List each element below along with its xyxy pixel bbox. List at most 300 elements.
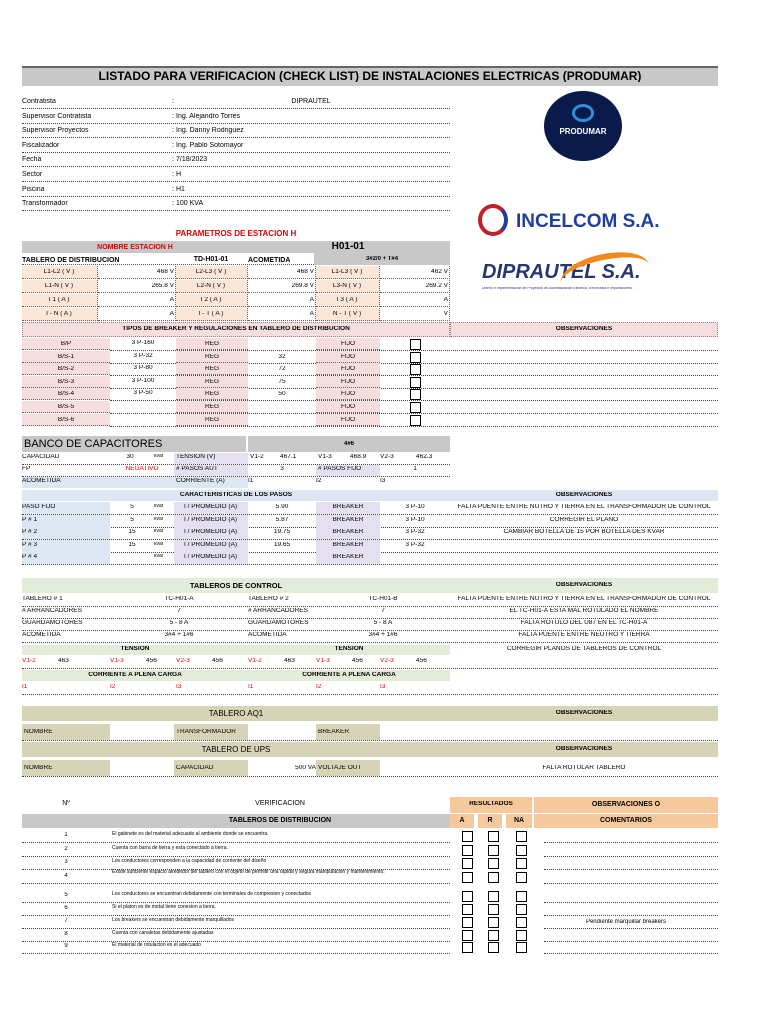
verif-number: 7	[64, 918, 68, 924]
verif-subtitle: TABLEROS DE DISTRIBUCION	[228, 817, 332, 824]
verif-item: Existe suficiente espacio alrededor del tablero con el objeto de permitir una rapida y segura manipulacion y mantenimiento.	[112, 869, 385, 875]
ups-voltaje-label: VOLTAJE OUT	[318, 765, 362, 771]
step-breaker-value: 3 P-10	[405, 504, 425, 510]
checkbox-r-icon[interactable]	[488, 891, 499, 902]
station-value: 462 V	[431, 269, 448, 275]
breaker-type: 3 P-100	[131, 377, 155, 384]
ups-obs-header: OBSERVACIONES	[555, 746, 613, 752]
info-colon: :	[172, 112, 174, 120]
row-line	[22, 928, 450, 929]
current-phase: I2	[316, 684, 322, 690]
checkbox-na-icon[interactable]	[516, 891, 527, 902]
board-label: TABLERO DE DISTRIBUCION	[22, 257, 120, 264]
control-value-2: 7	[381, 608, 385, 614]
checkbox-na-icon[interactable]	[516, 930, 527, 941]
current-phase: I3	[380, 684, 386, 690]
ups-title: TABLERO DE UPS	[201, 746, 271, 754]
breaker-name: B/S-6	[57, 416, 75, 423]
checkbox-r-icon[interactable]	[488, 858, 499, 869]
verif-number: 1	[64, 832, 68, 838]
step-breaker-label: BREAKER	[332, 516, 364, 523]
checkbox-na-icon[interactable]	[516, 845, 527, 856]
page-title: LISTADO PARA VERIFICACION (CHECK LIST) DE INSTALACIONES ELECTRICAS (PRODUMAR)	[98, 70, 642, 82]
a-header: A	[459, 817, 465, 824]
breaker-fijo-label: FIJO	[340, 366, 356, 373]
comment-line	[544, 842, 718, 843]
step-breaker-label: BREAKER	[332, 554, 364, 561]
breaker-type: 3 P-50	[133, 390, 153, 397]
kvar-unit: kvar	[154, 454, 164, 459]
control-value: 3#4 + 1#6	[164, 632, 194, 638]
produmar-logo-text: PRODUMAR	[559, 128, 607, 136]
step-prom-value: 5.90	[275, 504, 289, 510]
breaker-reg-label: REG	[204, 404, 220, 410]
verif-item: Los breakers se encuentran debidamente marquillados	[112, 917, 235, 923]
station-label: L1-N ( V )	[44, 283, 74, 289]
aq1-breaker-label: BREAKER	[318, 729, 350, 735]
step-name: P # 2	[22, 529, 38, 536]
control-label: ACOMETIDA	[22, 632, 61, 638]
verif-number: 2	[64, 846, 68, 852]
checkbox-a-icon[interactable]	[462, 831, 473, 842]
row-line	[22, 606, 718, 607]
verif-number: 6	[64, 905, 68, 911]
checkbox-icon[interactable]	[410, 415, 421, 426]
breaker-fijo-label: FIJO	[340, 416, 356, 423]
station-value: A	[309, 311, 314, 317]
control-value: 5 - 8 A	[169, 620, 189, 626]
pasos-aut-value: 3	[280, 466, 284, 472]
breaker-reg-label: REG	[204, 391, 220, 398]
ups-capacidad-value: 500 VA	[295, 765, 316, 771]
breaker-name: B/S-1	[57, 353, 75, 360]
current-phase: I1	[22, 684, 28, 690]
info-value: H1	[176, 185, 185, 193]
checkbox-a-icon[interactable]	[462, 891, 473, 902]
control-label: GUARDAMOTORES	[22, 620, 83, 626]
fp-label: FP	[22, 466, 31, 472]
checkbox-r-icon[interactable]	[488, 831, 499, 842]
comment-line	[544, 915, 718, 916]
capacidad-value: 30	[126, 454, 134, 460]
r-header: R	[487, 817, 493, 824]
step-breaker-label: BREAKER	[332, 504, 364, 510]
info-colon: :	[172, 200, 174, 208]
breaker-fijo-label: FIJO	[340, 391, 356, 398]
station-label: L2-L3 ( V )	[195, 269, 227, 275]
pasos-fijo-label: # PASOS FIJO	[318, 466, 362, 472]
step-breaker-label: BREAKER	[332, 541, 364, 548]
info-label: Contratista	[22, 98, 56, 105]
board-value: TD-H01-01	[193, 256, 229, 263]
info-value: Ing. Pablo Sotomayor	[176, 141, 244, 149]
pasos-fijo-value: 1	[413, 466, 417, 472]
control-label: TABLERO # 1	[22, 596, 63, 602]
acometida-label: ACOMETIDA	[248, 257, 291, 264]
verif-item: El gabinete es del material adecuado al ambiente donde se encuentra.	[112, 831, 269, 837]
step-breaker-value: 3 P-32	[405, 541, 425, 548]
checkbox-a-icon[interactable]	[462, 917, 473, 928]
control-observation: EL TC-H01-A ESTA MAL ROTULADO EL NOMBRE	[509, 608, 659, 614]
breaker-type: 3 P-32	[133, 352, 153, 359]
comment-line	[544, 941, 718, 942]
control-observation: FALTA ROTULO DEL U87 EN EL TC-H01-A	[520, 620, 648, 626]
checkbox-na-icon[interactable]	[516, 942, 527, 953]
corriente-label-1: CORRIENTE A PLENA CARGA	[88, 672, 182, 678]
info-value: Ing. Alejandro Torres	[176, 112, 241, 120]
info-row-line	[22, 196, 450, 197]
station-name-label: NOMBRE ESTACION H	[97, 244, 173, 251]
v13-value: 468.9	[350, 454, 367, 460]
step-prom-value: 19.65	[273, 541, 291, 548]
capacitor-title: BANCO DE CAPACITORES	[24, 439, 163, 450]
tension-label: TENSION (V)	[176, 454, 216, 460]
info-label: Piscina	[22, 185, 45, 193]
breaker-name: B/S-3	[57, 378, 75, 385]
comment-line	[544, 902, 718, 903]
corriente-label: CORRIENTE (A)	[176, 478, 225, 484]
tension-value: 463	[284, 658, 295, 664]
comment-line	[544, 928, 718, 929]
verif-item: Si el platon es de metal tiene conexion a tierra.	[112, 904, 216, 910]
step-prom-value: 19.75	[273, 529, 291, 536]
aq1-obs-header: OBSERVACIONES	[555, 710, 613, 716]
breakers-title: TIPOS DE BREAKER Y REGULACIONES EN TABLERO DE DISTRIBUCION	[122, 326, 350, 332]
row-line	[22, 618, 718, 619]
verif-item: Cuenta con canaletas debidamente ajustadas	[112, 930, 214, 936]
checkbox-r-icon[interactable]	[488, 872, 499, 883]
info-colon: :	[172, 98, 174, 105]
step-prom-label: I / PROMEDIO (A)	[184, 529, 238, 536]
station-value: A	[169, 311, 174, 317]
station-label: I 1 ( A )	[48, 297, 70, 303]
row-line	[22, 842, 450, 843]
breaker-name: B/S-5	[57, 404, 75, 410]
step-kvar-value: 15	[128, 541, 136, 548]
station-section-title: PARAMETROS DE ESTACION H	[175, 230, 297, 238]
control-label-2: # ARRANCADORES	[248, 608, 308, 614]
resultados-header: RESULTADOS	[469, 801, 513, 807]
control-value: TC-H01-A	[164, 596, 194, 602]
step-kvar-value: 5	[130, 504, 134, 510]
step-kvar-unit: kvar	[154, 541, 164, 547]
row-line	[22, 564, 718, 565]
breaker-row-line	[110, 426, 718, 427]
station-value: 468 V	[157, 269, 174, 275]
info-label: Supervisor Proyectos	[22, 127, 89, 135]
control-obs-header: OBSERVACIONES	[555, 582, 613, 588]
comment-line	[544, 869, 718, 870]
station-value: 269.8 V	[291, 283, 314, 289]
diprautel-swoosh-icon	[557, 245, 653, 303]
info-value: Ing. Danny Rodriguez	[176, 127, 244, 135]
breaker-reg-value: 50	[278, 391, 286, 398]
row-line	[22, 883, 450, 884]
breaker-fijo-label: FIJO	[340, 378, 356, 385]
row-line	[22, 856, 450, 857]
info-label: Fecha	[22, 156, 42, 164]
breaker-name: B/S-4	[57, 391, 75, 398]
produmar-swirl-icon	[572, 104, 594, 122]
verif-number: 4	[64, 873, 68, 879]
checkbox-icon[interactable]	[410, 389, 421, 400]
incelcom-logo-icon	[478, 204, 508, 236]
step-observation: CAMBIAR BOTELLA DE 15 POR BOTELLA DES KVAR	[503, 529, 665, 536]
breaker-fijo-label: FIJO	[340, 353, 356, 360]
step-kvar-value: 5	[130, 516, 134, 523]
breaker-name: B/P	[60, 341, 72, 347]
checkbox-a-icon[interactable]	[462, 942, 473, 953]
step-name: P # 1	[22, 516, 38, 523]
verif-item: Cuenta con barra de tierra y esta conectado a tierra.	[112, 845, 228, 851]
i3-label: I3	[380, 478, 386, 484]
step-kvar-unit: kvar	[154, 516, 164, 522]
checkbox-r-icon[interactable]	[488, 917, 499, 928]
checkbox-r-icon[interactable]	[488, 904, 499, 915]
i1-label: I1	[248, 478, 254, 484]
comment-line	[544, 883, 718, 884]
row-line	[22, 915, 450, 916]
station-value: 265.8 V	[151, 283, 174, 289]
step-breaker-label: BREAKER	[332, 529, 364, 536]
row-line	[22, 642, 718, 643]
control-observation-extra: CORREGIR PLANOS DE TABLEROS DE CONTROL	[506, 646, 662, 652]
station-value: V	[443, 311, 448, 317]
station-label: L3-N ( V )	[332, 283, 362, 289]
info-colon: :	[172, 156, 174, 164]
fp-value: NEGATIVO	[125, 466, 159, 472]
control-title: TABLEROS DE CONTROL	[189, 582, 283, 590]
info-colon: :	[172, 127, 174, 135]
checkbox-r-icon[interactable]	[488, 930, 499, 941]
breaker-reg-value: 72	[278, 366, 286, 373]
station-label: L2-N ( V )	[196, 283, 226, 289]
step-kvar-unit: kvar	[154, 554, 164, 560]
checkbox-r-icon[interactable]	[488, 942, 499, 953]
verif-item: Los conductores corresponden a la capacidad de corriente del diseño	[112, 858, 267, 864]
tension-value: 456	[212, 658, 223, 664]
row-line	[22, 740, 718, 741]
breaker-name: B/S-2	[57, 366, 75, 373]
control-value-2: 3#4 + 1#6	[368, 632, 398, 638]
station-name-value: H01-01	[331, 242, 365, 252]
control-value: 7	[177, 608, 181, 614]
tension-phase: V1-2	[22, 658, 36, 664]
v12-value: 467.1	[280, 454, 297, 460]
station-value: 468 V	[297, 269, 314, 275]
capacitor-cable: 4#6	[343, 441, 354, 447]
tension-phase: V1-3	[110, 658, 124, 664]
v23-value: 462.3	[416, 454, 433, 460]
verif-title: VERIFICACION	[255, 800, 305, 807]
tension-value: 456	[146, 658, 157, 664]
tension-value: 456	[352, 658, 363, 664]
step-prom-label: I / PROMEDIO (A)	[184, 541, 238, 548]
checkbox-a-icon[interactable]	[462, 858, 473, 869]
current-phase: I2	[110, 684, 116, 690]
checkbox-na-icon[interactable]	[516, 858, 527, 869]
diprautel-subtitle: Diseño e Implementación de Proyectos de Automatización Eléctrica, Electrónica e Importaciones	[482, 287, 632, 290]
checkbox-a-icon[interactable]	[462, 904, 473, 915]
control-value-2: TC-H01-B	[368, 596, 398, 602]
breaker-reg-label: REG	[204, 366, 220, 373]
verif-number: 9	[64, 943, 68, 949]
checkbox-icon[interactable]	[410, 339, 421, 350]
verif-item: El material de rotulacion es el adecuado	[112, 942, 201, 948]
control-label-2: GUARDAMOTORES	[248, 620, 309, 626]
info-value: DIPRAUTEL	[291, 98, 331, 105]
ups-nombre-label: NOMBRE	[24, 765, 53, 771]
checkbox-r-icon[interactable]	[488, 845, 499, 856]
aq1-nombre-label: NOMBRE	[24, 729, 53, 735]
station-label: I 3 ( A )	[336, 297, 358, 303]
tension-value: 463	[58, 658, 69, 664]
checkbox-na-icon[interactable]	[516, 904, 527, 915]
v12-label: V1-2	[250, 454, 264, 460]
info-colon: :	[172, 185, 174, 193]
station-label: I - N ( A )	[46, 311, 72, 317]
info-colon: :	[172, 171, 174, 178]
breaker-reg-label: REG	[204, 378, 220, 385]
step-breaker-value: 3 P-32	[405, 529, 425, 536]
breaker-fijo-label: FIJO	[340, 341, 356, 347]
cap-acometida-label: ACOMETIDA	[22, 478, 61, 484]
tension-phase: V2-3	[380, 658, 394, 664]
tension-label-2: TENSION	[334, 646, 364, 652]
breaker-reg-label: REG	[204, 341, 220, 347]
v23-label: V2-3	[380, 454, 394, 460]
step-prom-label: I / PROMEDIO (A)	[184, 504, 238, 510]
checkbox-icon[interactable]	[410, 377, 421, 388]
station-value: A	[169, 297, 174, 303]
info-label: Sector	[22, 171, 43, 178]
row-line	[22, 630, 718, 631]
station-label: L1-L2 ( V )	[43, 269, 75, 275]
aq1-title: TABLERO AQ1	[208, 710, 264, 718]
aq1-transformador-label: TRANSFORMADOR	[176, 729, 236, 735]
breaker-fijo-label: FIJO	[340, 404, 356, 410]
step-kvar-value: 15	[128, 529, 136, 536]
row-line	[22, 902, 450, 903]
info-label: Supervisor Contratista	[22, 112, 92, 120]
checkbox-icon[interactable]	[410, 364, 421, 375]
step-observation: FALTA PUENTE ENTRE NUTRO Y TIERRA EN EL TRANSFORMADOR DE CONTROL	[457, 504, 711, 510]
step-observation: CORREGIR EL PLANO	[549, 516, 619, 523]
tension-value: 456	[416, 658, 427, 664]
verif-number-header: Nº	[62, 800, 70, 807]
verif-comment: Pendiente marquillar breakers	[585, 919, 667, 925]
station-label: L1-L3 ( V )	[331, 269, 363, 275]
row-line	[22, 776, 718, 777]
steps-obs-header: OBSERVACIONES	[555, 492, 613, 498]
step-kvar-unit: kvar	[154, 504, 164, 509]
checkbox-icon[interactable]	[410, 352, 421, 363]
comment-line	[544, 953, 718, 954]
tension-phase: V1-3	[316, 658, 330, 664]
tension-phase: V1-2	[248, 658, 262, 664]
verif-number: 3	[64, 859, 68, 865]
obs-header: OBSERVACIONES O	[591, 801, 661, 808]
i2-label: I2	[316, 478, 322, 484]
step-prom-label: I / PROMEDIO (A)	[184, 554, 238, 561]
info-row-line	[22, 108, 450, 109]
row-line	[22, 668, 718, 669]
incelcom-logo-text: INCELCOM S.A.	[516, 212, 660, 231]
checkbox-na-icon[interactable]	[516, 917, 527, 928]
verif-number: 5	[64, 892, 68, 898]
control-value-2: 5 - 8 A	[373, 620, 393, 626]
checkbox-a-icon[interactable]	[462, 872, 473, 883]
info-row-line	[22, 181, 450, 182]
acometida-value: 3#2/0 + T#4	[365, 256, 399, 262]
info-row-line	[22, 210, 450, 211]
control-observation: FALTA PUENTE ENTRE NEUTRO Y TIERRA	[518, 632, 650, 638]
v13-label: V1-3	[318, 454, 332, 460]
current-phase: I1	[248, 684, 254, 690]
control-label-2: ACOMETIDA	[248, 632, 287, 638]
diprautel-logo-text: DIPRAUTEL S.A.	[482, 262, 641, 282]
checkbox-a-icon[interactable]	[462, 930, 473, 941]
step-name: P # 4	[22, 554, 38, 561]
ups-observation: FALTA ROTULAR TABLERO	[542, 765, 626, 771]
info-row-line	[22, 166, 450, 167]
breaker-reg-label: REG	[204, 416, 220, 423]
breakers-obs-header: OBSERVACIONES	[555, 326, 613, 332]
comment-line	[544, 856, 718, 857]
corriente-label-2: CORRIENTE A PLENA CARGA	[302, 672, 396, 678]
station-value: A	[443, 297, 448, 303]
info-row-line	[22, 123, 450, 124]
comentarios-header: COMENTARIOS	[600, 817, 652, 824]
breaker-reg-value: 75	[278, 378, 286, 385]
pasos-aut-label: # PASOS AUT	[176, 466, 218, 472]
row-line	[22, 694, 718, 695]
station-label: I 2 ( A )	[200, 297, 222, 303]
verif-number: 8	[64, 931, 68, 937]
info-value: 100 KVA	[176, 200, 204, 208]
tension-phase: V2-3	[176, 658, 190, 664]
info-label: Fiscalizador	[22, 141, 60, 149]
current-phase: I3	[176, 684, 182, 690]
step-kvar-unit: kvar	[154, 529, 164, 535]
capacidad-label: CAPACIDAD	[22, 454, 60, 460]
station-value: A	[309, 297, 314, 303]
breaker-type: 3 P-160	[131, 340, 155, 346]
step-name: PASO FIJO	[22, 504, 56, 510]
control-label: # ARRANCADORES	[22, 608, 82, 614]
info-label: Transformador	[22, 200, 68, 208]
station-label: I - T ( A )	[198, 311, 224, 317]
step-prom-label: I / PROMEDIO (A)	[184, 516, 238, 523]
info-colon: :	[172, 141, 174, 149]
checkbox-na-icon[interactable]	[516, 831, 527, 842]
checkbox-na-icon[interactable]	[516, 872, 527, 883]
info-value: H	[176, 171, 182, 178]
checkbox-icon[interactable]	[410, 402, 421, 413]
station-value: 269.2 V	[425, 283, 448, 289]
breaker-type: 3 P-80	[133, 365, 153, 372]
info-row-line	[22, 137, 450, 138]
breaker-reg-value: 32	[278, 353, 286, 360]
step-name: P # 3	[22, 541, 38, 548]
breaker-reg-label: REG	[204, 353, 220, 360]
row-line	[22, 953, 450, 954]
checkbox-a-icon[interactable]	[462, 845, 473, 856]
na-header: NA	[513, 817, 525, 824]
verif-item: Los conductores se encuentran debidamente con terminales de compresion y conectados	[112, 891, 312, 897]
control-label-2: TABLERO # 2	[248, 596, 289, 602]
info-row-line	[22, 152, 450, 153]
